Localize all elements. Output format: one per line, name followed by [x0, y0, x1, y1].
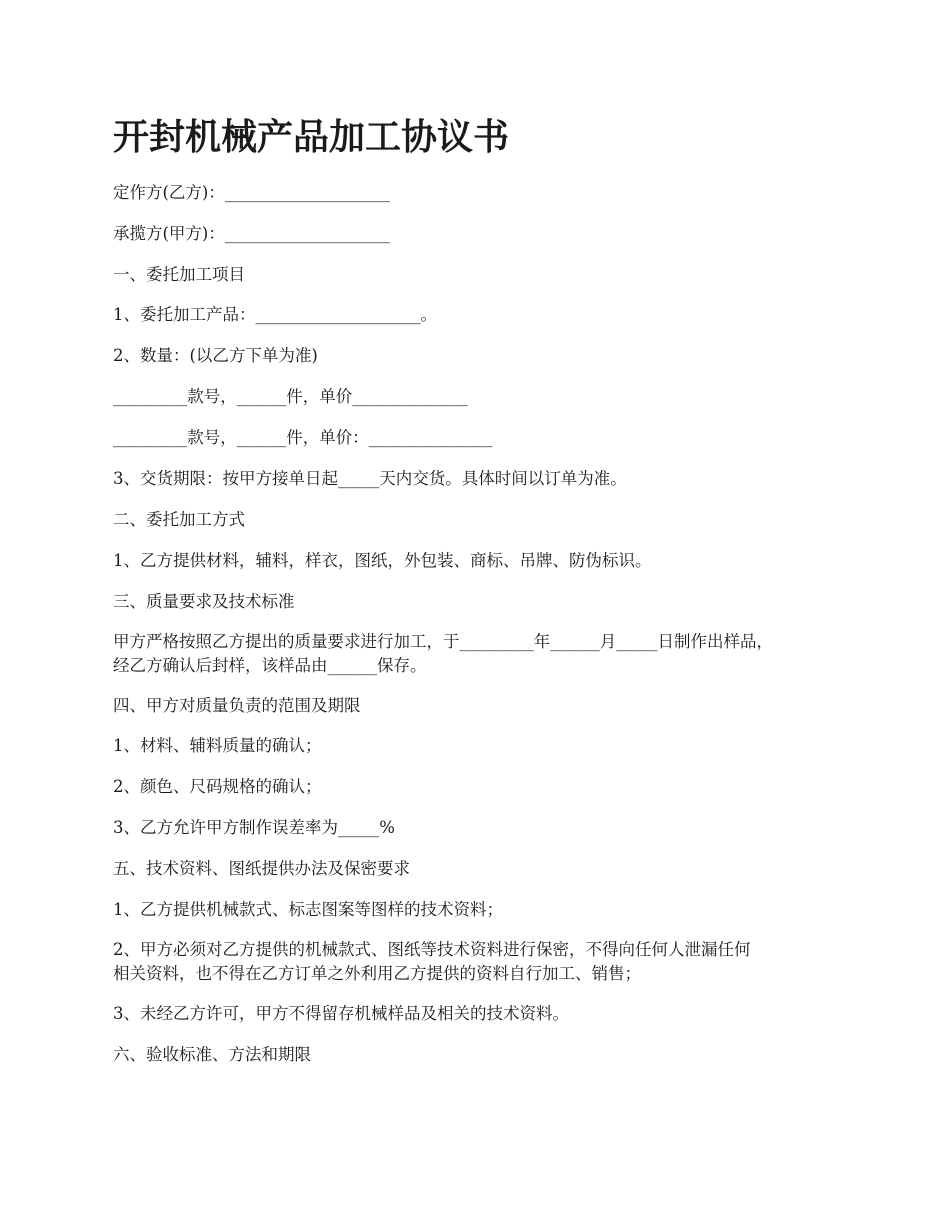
party-a-line: 承揽方(甲方)：____________________: [113, 224, 390, 243]
clause-delivery: 3、交货期限：按甲方接单日起_____天内交货。具体时间以订单为准。: [113, 469, 627, 488]
section-heading-4: 四、甲方对质量负责的范围及期限: [113, 696, 361, 715]
section-heading-3: 三、质量要求及技术标准: [113, 592, 295, 611]
section-heading-1: 一、委托加工项目: [113, 265, 245, 284]
quality-paragraph-line-2: 经乙方确认后封样，该样品由______保存。: [113, 656, 427, 675]
clause-quantity: 2、数量：(以乙方下单为准): [113, 346, 318, 365]
section-heading-6: 六、验收标准、方法和期限: [113, 1045, 311, 1064]
clause-error-rate: 3、乙方允许甲方制作误差率为_____%: [113, 818, 395, 837]
clause-material-confirm: 1、材料、辅料质量的确认；: [113, 736, 322, 755]
party-b-line: 定作方(乙方)：____________________: [113, 183, 390, 202]
document-title: 开封机械产品加工协议书: [113, 116, 510, 158]
clause-tech-docs: 1、乙方提供机械款式、标志图案等图样的技术资料；: [113, 900, 503, 919]
clause-no-retention: 3、未经乙方许可，甲方不得留存机械样品及相关的技术资料。: [113, 1004, 569, 1023]
clause-product: 1、委托加工产品：____________________。: [113, 305, 437, 324]
section-heading-2: 二、委托加工方式: [113, 510, 245, 529]
quality-paragraph-line-1: 甲方严格按照乙方提出的质量要求进行加工，于_________年______月_____日制作出样品，: [113, 632, 773, 651]
confidentiality-line-2: 相关资料，也不得在乙方订单之外利用乙方提供的资料自行加工、销售；: [113, 964, 641, 983]
clause-materials: 1、乙方提供材料，辅料，样衣，图纸，外包装、商标、吊牌、防伪标识。: [113, 551, 652, 570]
quantity-line-2: _________款号，______件，单价：_______________: [113, 428, 493, 447]
confidentiality-line-1: 2、甲方必须对乙方提供的机械款式、图纸等技术资料进行保密，不得向任何人泄漏任何: [113, 940, 751, 959]
quantity-line-1: _________款号，______件，单价______________: [113, 387, 468, 406]
section-heading-5: 五、技术资料、图纸提供办法及保密要求: [113, 859, 410, 878]
clause-color-size: 2、颜色、尺码规格的确认；: [113, 777, 322, 796]
